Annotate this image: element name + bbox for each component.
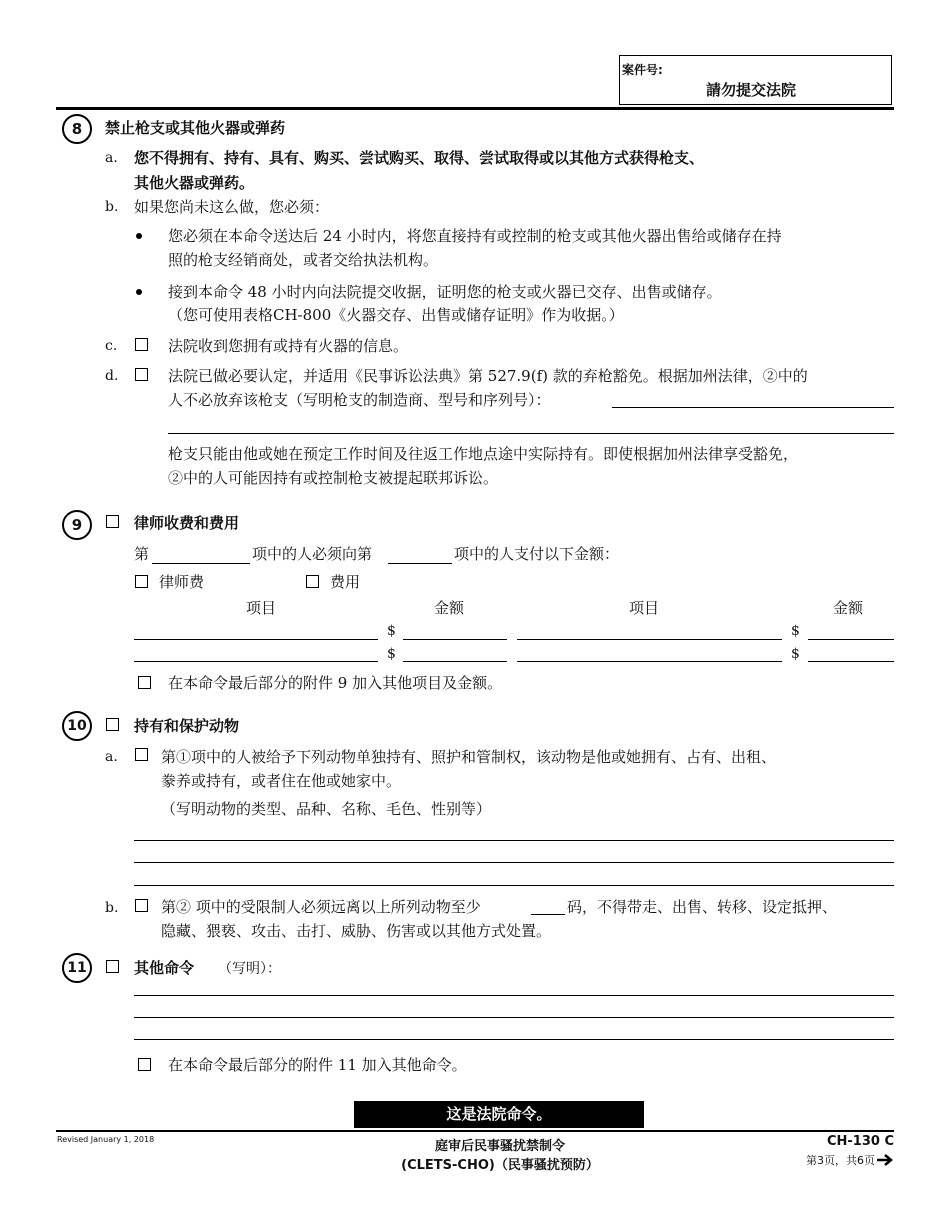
section-10-title: 持有和保护动物	[134, 717, 240, 735]
s8-a-letter: a.	[105, 150, 118, 166]
payer-item-field[interactable]	[152, 563, 250, 564]
animal-description-field[interactable]	[134, 862, 894, 863]
column-header-amount: 金额	[434, 599, 465, 617]
s10-b-text-2: 码，不得带走、出售、转移、设定抵押、	[567, 898, 838, 916]
dollar-sign: $	[387, 646, 396, 662]
section-10-checkbox[interactable]	[106, 718, 119, 731]
section-8-title: 禁止枪支或其他火器或弹药	[105, 119, 286, 137]
section-8-number: 8	[62, 114, 92, 144]
s8-c-checkbox[interactable]	[135, 338, 148, 351]
fee-item-field[interactable]	[517, 639, 782, 640]
fee-item-field[interactable]	[134, 639, 378, 640]
form-title: 庭审后民事骚扰禁制令	[434, 1139, 565, 1154]
footer-rule	[56, 1130, 894, 1132]
s8-d-letter: d.	[105, 368, 119, 384]
s10-b-text-1: 第② 项中的受限制人必须远离以上所列动物至少	[161, 898, 481, 916]
s8-d-note-line1: 枪支只能由他或她在预定工作时间及往返工作地点途中实际持有。即使根据加州法律享受豁免，	[168, 445, 799, 463]
case-number-label: 案件号:	[622, 63, 663, 77]
s9-payment-text-3: 项中的人支付以下金额：	[454, 545, 620, 563]
s8-b-letter: b.	[105, 199, 119, 215]
s9-attachment-text: 在本命令最后部分的附件 9 加入其他项目及金额。	[168, 674, 503, 692]
s8-d-text-line2: 人不必放弃该枪支（写明枪支的制造商、型号和序列号）：	[168, 391, 551, 409]
s9-payment-text-1: 第	[134, 545, 150, 563]
costs-label: 费用	[330, 573, 361, 591]
fee-amount-field[interactable]	[808, 639, 894, 640]
fee-amount-field[interactable]	[808, 661, 894, 662]
attorney-fees-checkbox[interactable]	[135, 575, 148, 588]
next-page-arrow-icon	[876, 1152, 894, 1166]
s8-d-text-line1: 法院已做必要认定，并适用《民事诉讼法典》第 527.9(f) 款的弃枪豁免。根据加州法律，②中的	[168, 367, 808, 385]
s10-b-letter: b.	[105, 900, 119, 916]
attorney-fees-label: 律师费	[159, 573, 205, 591]
stay-away-yards-field[interactable]	[531, 914, 565, 915]
form-number: CH-130 C	[826, 1134, 894, 1149]
animal-description-field[interactable]	[134, 885, 894, 886]
page-info: 第3页，共6页	[806, 1154, 875, 1167]
section-11-number: 11	[62, 953, 92, 983]
s8-a-text-line1: 您不得拥有、持有、具有、购买、尝试购买、取得、尝试取得或以其他方式获得枪支、	[134, 149, 705, 167]
fee-amount-field[interactable]	[403, 661, 507, 662]
payee-item-field[interactable]	[388, 563, 452, 564]
section-9-number: 9	[62, 510, 92, 540]
bullet	[136, 289, 142, 295]
s10-a-text-line2: 豢养或持有，或者住在他或她家中。	[161, 772, 402, 790]
animal-description-field[interactable]	[134, 840, 894, 841]
s10-a-checkbox[interactable]	[135, 748, 148, 761]
column-header-item: 项目	[629, 599, 660, 617]
firearm-description-field[interactable]	[612, 407, 894, 408]
s8-a-text-line2: 其他火器或弹药。	[134, 174, 255, 192]
s9-attachment-checkbox[interactable]	[138, 676, 151, 689]
section-9-title: 律师收费和费用	[134, 514, 240, 532]
dollar-sign: $	[387, 623, 396, 639]
s11-attachment-checkbox[interactable]	[138, 1058, 151, 1071]
s10-a-instruction: （写明动物的类型、品种、名称、毛色、性别等）	[161, 800, 492, 818]
section-11-checkbox[interactable]	[106, 960, 119, 973]
other-orders-field[interactable]	[134, 995, 894, 996]
s8-bullet2-line1: 接到本命令 48 小时内向法院提交收据，证明您的枪支或火器已交存、出售或储存。	[168, 283, 722, 301]
s10-a-letter: a.	[105, 749, 118, 765]
other-orders-field[interactable]	[134, 1039, 894, 1040]
other-orders-field[interactable]	[134, 1017, 894, 1018]
s8-b-text: 如果您尚未这么做，您必须：	[134, 198, 330, 216]
s10-a-text-line1: 第①项中的人被给予下列动物单独持有、照护和管制权，该动物是他或她拥有、占有、出租、	[161, 748, 777, 766]
form-subtitle: (CLETS-CHO)（民事骚扰预防）	[401, 1158, 599, 1173]
section-11-title: 其他命令	[134, 959, 195, 977]
s9-payment-text-2: 项中的人必须向第	[252, 545, 373, 563]
bullet	[136, 233, 142, 239]
s8-d-note-line2: ②中的人可能因持有或控制枪支被提起联邦诉讼。	[168, 469, 499, 487]
s10-b-checkbox[interactable]	[135, 899, 148, 912]
costs-checkbox[interactable]	[306, 575, 319, 588]
do-not-file-notice: 請勿提交法院	[706, 81, 797, 99]
section-11-subtitle: （写明）：	[218, 961, 281, 977]
s8-c-letter: c.	[105, 338, 118, 354]
header-rule	[56, 107, 894, 110]
fee-item-field[interactable]	[134, 661, 378, 662]
section-9-checkbox[interactable]	[106, 515, 119, 528]
s8-c-text: 法院收到您拥有或持有火器的信息。	[168, 337, 409, 355]
court-order-banner: 这是法院命令。	[354, 1101, 644, 1128]
s10-b-text-line2: 隐藏、猥亵、攻击、击打、威胁、伤害或以其他方式处置。	[161, 922, 552, 940]
section-10-number: 10	[62, 711, 92, 741]
column-header-item: 项目	[246, 599, 277, 617]
dollar-sign: $	[791, 646, 800, 662]
fee-item-field[interactable]	[517, 661, 782, 662]
revised-date: Revised January 1, 2018	[57, 1135, 155, 1144]
s8-bullet1-line1: 您必须在本命令送达后 24 小时内，将您直接持有或控制的枪支或其他火器出售给或储存在持	[168, 227, 782, 245]
s8-d-checkbox[interactable]	[135, 368, 148, 381]
fee-amount-field[interactable]	[403, 639, 507, 640]
s8-bullet2-line2: （您可使用表格CH-800《火器交存、出售或储存证明》作为收据。）	[168, 306, 624, 324]
s11-attachment-text: 在本命令最后部分的附件 11 加入其他命令。	[168, 1056, 467, 1074]
s8-bullet1-line2: 照的枪支经销商处，或者交给执法机构。	[168, 251, 439, 269]
column-header-amount: 金额	[833, 599, 864, 617]
dollar-sign: $	[791, 623, 800, 639]
firearm-description-field-2[interactable]	[168, 433, 894, 434]
